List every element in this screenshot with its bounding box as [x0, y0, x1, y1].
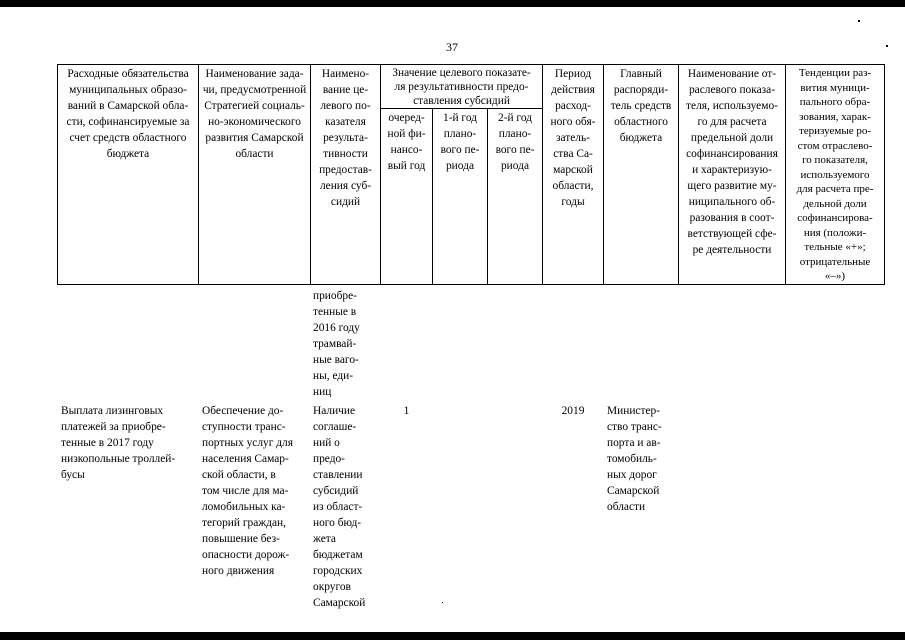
- scan-speck: [886, 45, 888, 47]
- header-trends: Тенденции раз- вития муници- пального обра- зования, харак- теризуемые ро- стом отраслево- го показателя, используемого для расчета пре- дельной доли софинансирова- ния (положи- тельные «+»; отрицательные «–»): [796, 67, 874, 282]
- table-right-border: [884, 64, 885, 285]
- continued-indicator-cell: приобре- тенные в 2016 году трамвай- ные ваго- ны, еди- ниц: [313, 290, 360, 398]
- table-top-border: [57, 64, 885, 65]
- header-sector-indicator: Наименование от- раслевого показа- теля, используемо- го для расчета предельной доли софинансирования и характеризую- щего развитие му- ниципального об- разования в соот- ветствующей сфе- ре деятельности: [686, 68, 778, 256]
- header-current-year: очеред- ной фи- нансо- вый год: [387, 112, 426, 172]
- row-period-value: 2019: [561, 405, 585, 417]
- row-indicator-cell: Наличие соглаше- ний о предо- ставлении субсидий из област- ного бюд- жета бюджетам городских округов Самарской: [313, 405, 366, 609]
- table-left-border: [57, 64, 58, 285]
- group-header-divider: [380, 108, 542, 109]
- row-task-cell: Обеспечение до- ступности транс- портных услуг для населения Самар- ской области, в том числе для ма- ломобильных ка- тегорий граждан, повышение без- опасности дорож- ного движения: [202, 405, 293, 577]
- row-current-year-value: 1: [403, 405, 410, 417]
- scan-speck: [858, 20, 860, 22]
- scan-bottom-border: [0, 632, 905, 640]
- table-header-bottom-border: [57, 284, 885, 285]
- header-chief-manager: Главный распоряди- тель средств областного бюджета: [610, 68, 672, 144]
- header-task: Наименование зада- чи, предусмотренной Стратегией социаль- но-экономического развития Самарской области: [202, 68, 307, 160]
- header-obligations: Расходные обязательства муниципальных образо- ваний в Самарской обла- сти, софинансируемые за счет средств областного бюджета: [66, 68, 190, 160]
- header-indicator-name: Наимено- вание це- левого по- казателя результа- тивности предостав- ления суб- сидий: [319, 68, 372, 208]
- header-plan-year-1: 1-й год плано- вого пе- риода: [440, 112, 480, 172]
- page-number: 37: [446, 40, 458, 54]
- scan-top-border: [0, 0, 905, 7]
- header-plan-year-2: 2-й год плано- вого пе- риода: [495, 112, 535, 172]
- header-period: Период действия расход- ного обя- затель- ства Са- марской области, годы: [550, 68, 596, 208]
- row-manager-cell: Министер- ство транс- порта и ав- томобиль- ных дорог Самарской области: [607, 405, 662, 513]
- row-obligation-cell: Выплата лизинговых платежей за приобре- тенные в 2017 году низкопольные троллей- бусы: [61, 405, 176, 481]
- header-indicator-values-group: Значение целевого показате- ля результативности предо- ставления субсидий: [392, 67, 531, 107]
- scan-speck: [442, 602, 443, 603]
